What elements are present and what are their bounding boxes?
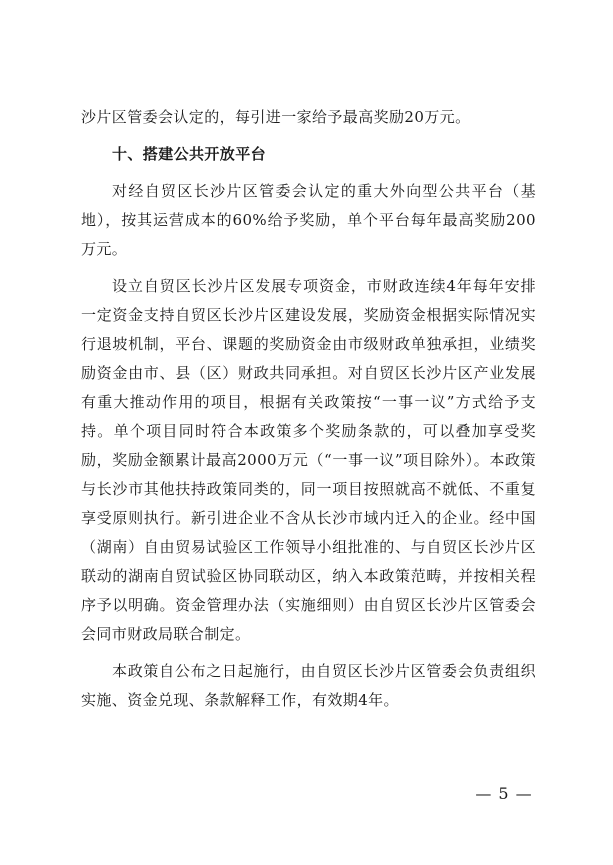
paragraph-effective-date: 本政策自公布之日起施行，由自贸区长沙片区管委会负责组织实施、资金兑现、条款解释工作，有效期4年。 [81,662,536,709]
paragraph-continuation: 沙片区管委会认定的，每引进一家给予最高奖励20万元。 [81,108,471,126]
document-body [81,103,536,715]
paragraph-public-platform: 对经自贸区长沙片区管委会认定的重大外向型公共平台（基地），按其运营成本的60%给予奖励，单个平台每年最高奖励200万元。 [81,182,536,258]
section-heading: 十、搭建公共开放平台 [112,145,267,163]
paragraph-special-fund: 设立自贸区长沙片区发展专项资金，市财政连续4年每年安排一定资金支持自贸区长沙片区建设发展，奖励资金根据实际情况实行退坡机制，平台、课题的奖励资金由市级财政单独承担，业绩奖励资金由市、县（区）财政共同承担。对自贸区长沙片区产业发展有重大推动作用的项目，根据有关政策按“一事一议”方式给予支持。单个项目同时符合本政策多个奖励条款的，可以叠加享受奖励，奖励金额累计最高2000万元（“一事一议”项目除外）。本政策与长沙市其他扶持政策同类的，同一项目按照就高不就低、不重复享受原则执行。新引进企业不含从长沙市域内迁入的企业。经中国（湖南）自由贸易试验区工作领导小组批准的、与自贸区长沙片区联动的湖南自贸试验区协同联动区，纳入本政策范畴，并按相关程序予以明确。资金管理办法（实施细则）由自贸区长沙片区管委会会同市财政局联合制定。 [81,277,536,643]
page-number: — 5 — [475,784,533,803]
